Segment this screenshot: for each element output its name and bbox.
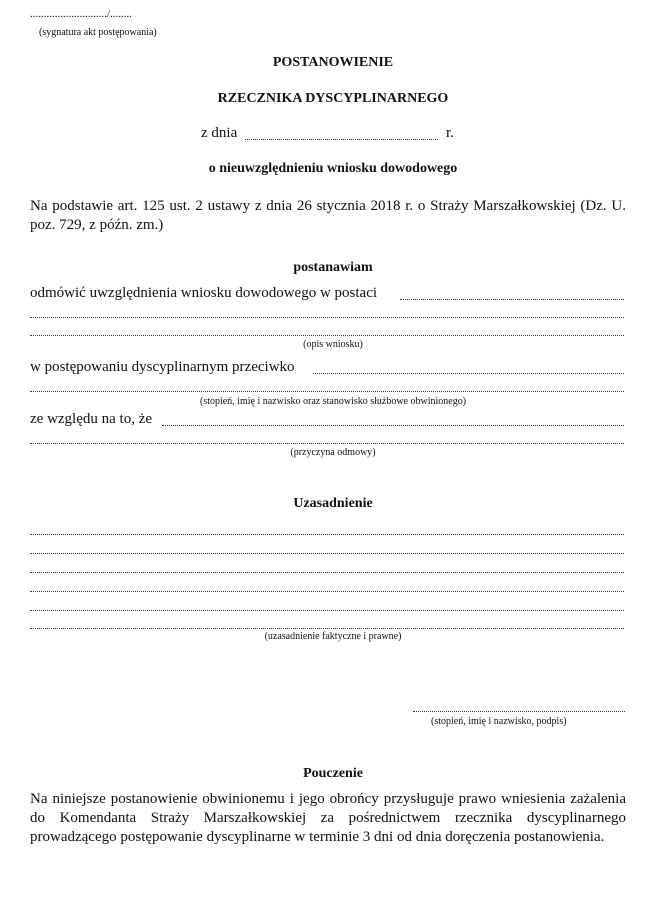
reason-caption: (przyczyna odmowy)	[290, 447, 376, 458]
justification-line-6[interactable]	[30, 628, 624, 629]
document-subject: o nieuwzględnieniu wniosku dowodowego	[208, 161, 458, 176]
justification-line-4[interactable]	[30, 591, 624, 592]
proceedings-label: w postępowaniu dyscyplinarnym przeciwko	[30, 359, 295, 375]
document-subtitle: RZECZNIKA DYSCYPLINARNEGO	[217, 91, 449, 106]
proceedings-field-line-2[interactable]	[30, 391, 624, 392]
refuse-field-line-3[interactable]	[30, 335, 624, 336]
reason-field-line-2[interactable]	[30, 443, 624, 444]
justification-line-1[interactable]	[30, 534, 624, 535]
decision-heading: postanawiam	[293, 260, 373, 275]
case-signature-caption: (sygnatura akt postępowania)	[39, 27, 157, 38]
justification-line-5[interactable]	[30, 610, 624, 611]
date-prefix: z dnia	[201, 125, 238, 141]
date-field[interactable]	[245, 139, 438, 140]
proceedings-field-line-1[interactable]	[313, 373, 624, 374]
signature-field[interactable]	[413, 711, 625, 712]
reason-label: ze względu na to, że	[30, 411, 153, 427]
proceedings-caption: (stopień, imię i nazwisko oraz stanowisko służbowe obwinionego)	[199, 396, 467, 407]
document-title: POSTANOWIENIE	[272, 55, 394, 70]
refuse-label: odmówić uwzględnienia wniosku dowodowego w postaci	[30, 285, 378, 301]
justification-heading: Uzasadnienie	[293, 496, 373, 511]
justification-caption: (uzasadnienie faktyczne i prawne)	[264, 631, 402, 642]
reason-field-line-1[interactable]	[162, 425, 624, 426]
justification-line-3[interactable]	[30, 572, 624, 573]
refuse-caption: (opis wniosku)	[303, 339, 363, 350]
refuse-field-line-2[interactable]	[30, 317, 624, 318]
signature-caption: (stopień, imię i nazwisko, podpis)	[431, 716, 567, 727]
refuse-field-line-1[interactable]	[400, 299, 624, 300]
instruction-text: Na niniejsze postanowienie obwinionemu i jego obrońcy przysługuje prawo wniesienia zażalenia do Komendanta Straży Marszałkowskiej za pośrednictwem rzecznika dyscyplinarnego prowadzącego postępowanie dyscyplinarne w terminie 3 dni od dnia doręczenia postanowienia.	[30, 791, 626, 845]
date-suffix: r.	[446, 125, 454, 141]
instruction-heading: Pouczenie	[303, 766, 363, 781]
justification-line-2[interactable]	[30, 553, 624, 554]
legal-basis-text: Na podstawie art. 125 ust. 2 ustawy z dnia 26 stycznia 2018 r. o Straży Marszałkowskiej (Dz. U. poz. 729, z późn. zm.)	[30, 198, 626, 233]
case-signature-line[interactable]: ............................/........	[30, 8, 133, 20]
